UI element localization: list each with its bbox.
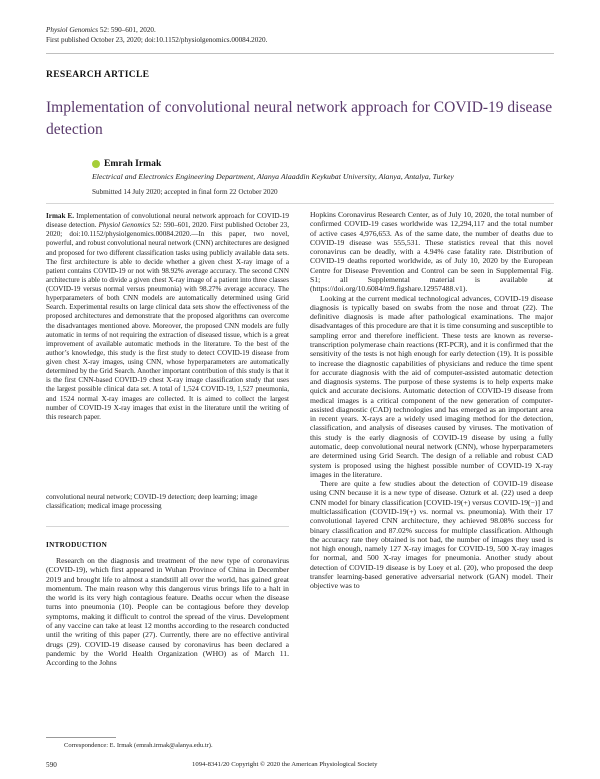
keywords-divider bbox=[46, 526, 289, 527]
abstract bbox=[46, 212, 289, 422]
author-name: Emrah Irmak bbox=[104, 158, 162, 169]
journal-citation: 52: 590–601, 2020. bbox=[98, 26, 156, 34]
first-published-line: First published October 23, 2020; doi:10.1152/physiolgenomics.00084.2020. bbox=[46, 35, 268, 44]
front-matter-divider bbox=[46, 203, 554, 204]
header-divider bbox=[46, 53, 554, 54]
abstract-citation-a: Implementation of convolutional neural network approach for COVID-19 disease detection. bbox=[46, 212, 289, 230]
abstract-body: In this paper, two novel, powerful, and robust convolutional neural network (CNN) architectures are designed and proposed for two different classification tasks using publicly available data sets. The first architecture is able to decide whether a given chest X-ray image of a patient contains COVID-19 or not with 98.92% average accuracy. The second CNN architecture is able to divide a given chest X-ray image of a patient into three classes (COVID-19 versus normal versus pneumonia) with 98.27% average accuracy. The hyperparameters of both CNN models are automatically determined using Grid Search. Experimental results on large clinical data sets show the effectiveness of the proposed architectures and demonstrate that the proposed algorithms can overcome the disadvantages mentioned above. Moreover, the proposed CNN models are fully automatic in terms of not requiring the extraction of diseased tissue, which is a great improvement of available automatic methods in the literature. To the best of the author’s knowledge, this study is the first study to detect COVID-19 disease from given chest X-ray images, using CNN, whose hyperparameters are automatically determined by the Grid Search. Another important contribution of this study is that it is the first CNN-based COVID-19 chest X-ray image classification study that uses the largest possible clinical data set. A total of 1,524 COVID-19, 1,527 pneumonia, and 1524 normal X-ray images are collected. It is aimed to collect the largest number of COVID-19 X-ray images that exist in the literature until the writing of this research paper. bbox=[46, 230, 290, 421]
journal-name: Physiol Genomics bbox=[46, 26, 99, 34]
correspondence-footnote: Correspondence: E. Irmak (emrah.irmak@alanya.edu.tr). bbox=[64, 742, 213, 749]
author-row bbox=[92, 158, 161, 169]
journal-header bbox=[46, 26, 267, 45]
introduction-paragraph: Research on the diagnosis and treatment of the new type of coronavirus (COVID-19), which first appeared in Wuhan Province of China in December 2019 and brought life to almost a standstill all over the world, has gained great momentum. The main reason why this dangerous virus brings life to a halt in the world is its very high contagious feature. Deaths occur when the disease turns into pneumonia (10). People can be contagious before they develop symptoms, making it difficult to control the spread of the virus. Development of any vaccine can take at least 12 months according to the research conducted until the writing of this paper (27). Currently, there are no effective antiviral drugs (29). COVID-19 disease caused by coronavirus has been declared a pandemic by the World Health Organization (WHO) as of March 11. According to the Johns bbox=[46, 556, 289, 668]
submission-dates: Submitted 14 July 2020; accepted in final form 22 October 2020 bbox=[92, 188, 278, 196]
orcid-icon[interactable] bbox=[92, 160, 100, 168]
abstract-paragraph bbox=[46, 212, 289, 422]
abstract-citation-b: 52: 590–601, 2020. First published October 23, 2020; doi:10.1152/physiolgenomics.00084.2020.— bbox=[46, 221, 289, 239]
article-title: Implementation of convolutional neural network approach for COVID-19 disease detection bbox=[46, 99, 553, 138]
right-column bbox=[310, 210, 553, 591]
right-paragraph-3: There are quite a few studies about the detection of COVID-19 disease using CNN because it is a new type of disease. Ozturk et al. (22) used a deep CNN model for binary classification [COVID-19(+) versus COVID-19(−)] and multiclassification (COVID-19(+) vs. normal vs. pneumonia). With their 17 convolutional layered CNN architecture, they achieved 98.08% success for binary classification and 87.02% success for multiple classification. Although the accuracy rate they obtained is not bad, the number of images they used is not high enough, namely 127 X-ray images for COVID-19, 500 X-ray images for normal, and 500 X-ray images for pneumonia. Another study about detection of COVID-19 disease is by Loey et al. (20), who proposed the deep transfer learning-based generative adversarial network (GAN) model. Their objective was to bbox=[310, 479, 553, 591]
introduction-heading: INTRODUCTION bbox=[46, 541, 108, 549]
right-paragraph-2: Looking at the current medical technological advances, COVID-19 disease diagnosis is typically based on swabs from the nose and throat (22). The definitive diagnosis is made after pathological examinations. The major disadvantages of this procedure are that it is time consuming and susceptible to sampling error and therefore inefficient. These tests are known as reverse-transcription polymerase chain reactions (RT-PCR), and it is confirmed that the sensitivity of the tests is not high enough for early detection (19). It is possible to increase the diagnostic capabilities of physicians and reduce the time spent for accurate diagnosis with the aid of computer-assisted automatic detection and diagnosis systems. The purpose of these systems is to help experts make quick and accurate decisions. Automatic detection of COVID-19 disease from medical images is a critical component of the new generation of computer-assisted diagnostic (CAD) technologies and has emerged as an important area in recent years. X-rays are a widely used imaging method for the detection, classification, and analysis of diseases caused by viruses. The motivation of this study is the early diagnosis of COVID-19 disease by using a fully automatic, deep convolutional neural network (CNN), whose hyperparameters are determined using Grid Search. The design of a reliable and robust CAD system is proposed using the highest possible number of COVID-19 X-ray images in the literature. bbox=[310, 293, 553, 479]
author-affiliation: Electrical and Electronics Engineering Department, Alanya Alaaddin Keykubat University, Alanya, Antalya, Turkey bbox=[92, 172, 454, 181]
copyright-line: 1094-8341/20 Copyright © 2020 the American Physiological Society bbox=[192, 761, 378, 768]
abstract-citation-journal: Physiol Genomics bbox=[98, 221, 151, 230]
abstract-author: Irmak E. bbox=[46, 212, 75, 220]
right-paragraph-1: Hopkins Coronavirus Research Center, as of July 10, 2020, the total number of confirmed COVID-19 cases worldwide was 12,294,117 and the total number of active cases 4,976,653. As of the same date, the number of deaths due to COVID-19 disease was 555,531. These statistics reveal that this novel coronavirus can be deadly, with a 4.94% case fatality rate. Distribution of COVID-19 deaths reported worldwide, as of July 10, 2020 by the European Centre for Disease Prevention and Control can be seen in Supplemental Fig. S1; all Supplemental material is available at (https://doi.org/10.6084/m9.figshare.12957488.v1). bbox=[310, 210, 553, 294]
page-number: 590 bbox=[46, 761, 57, 769]
article-type: RESEARCH ARTICLE bbox=[46, 69, 150, 80]
keywords: convolutional neural network; COVID-19 detection; deep learning; image classification; medical image processing bbox=[46, 493, 258, 511]
footnote-divider bbox=[46, 737, 116, 738]
